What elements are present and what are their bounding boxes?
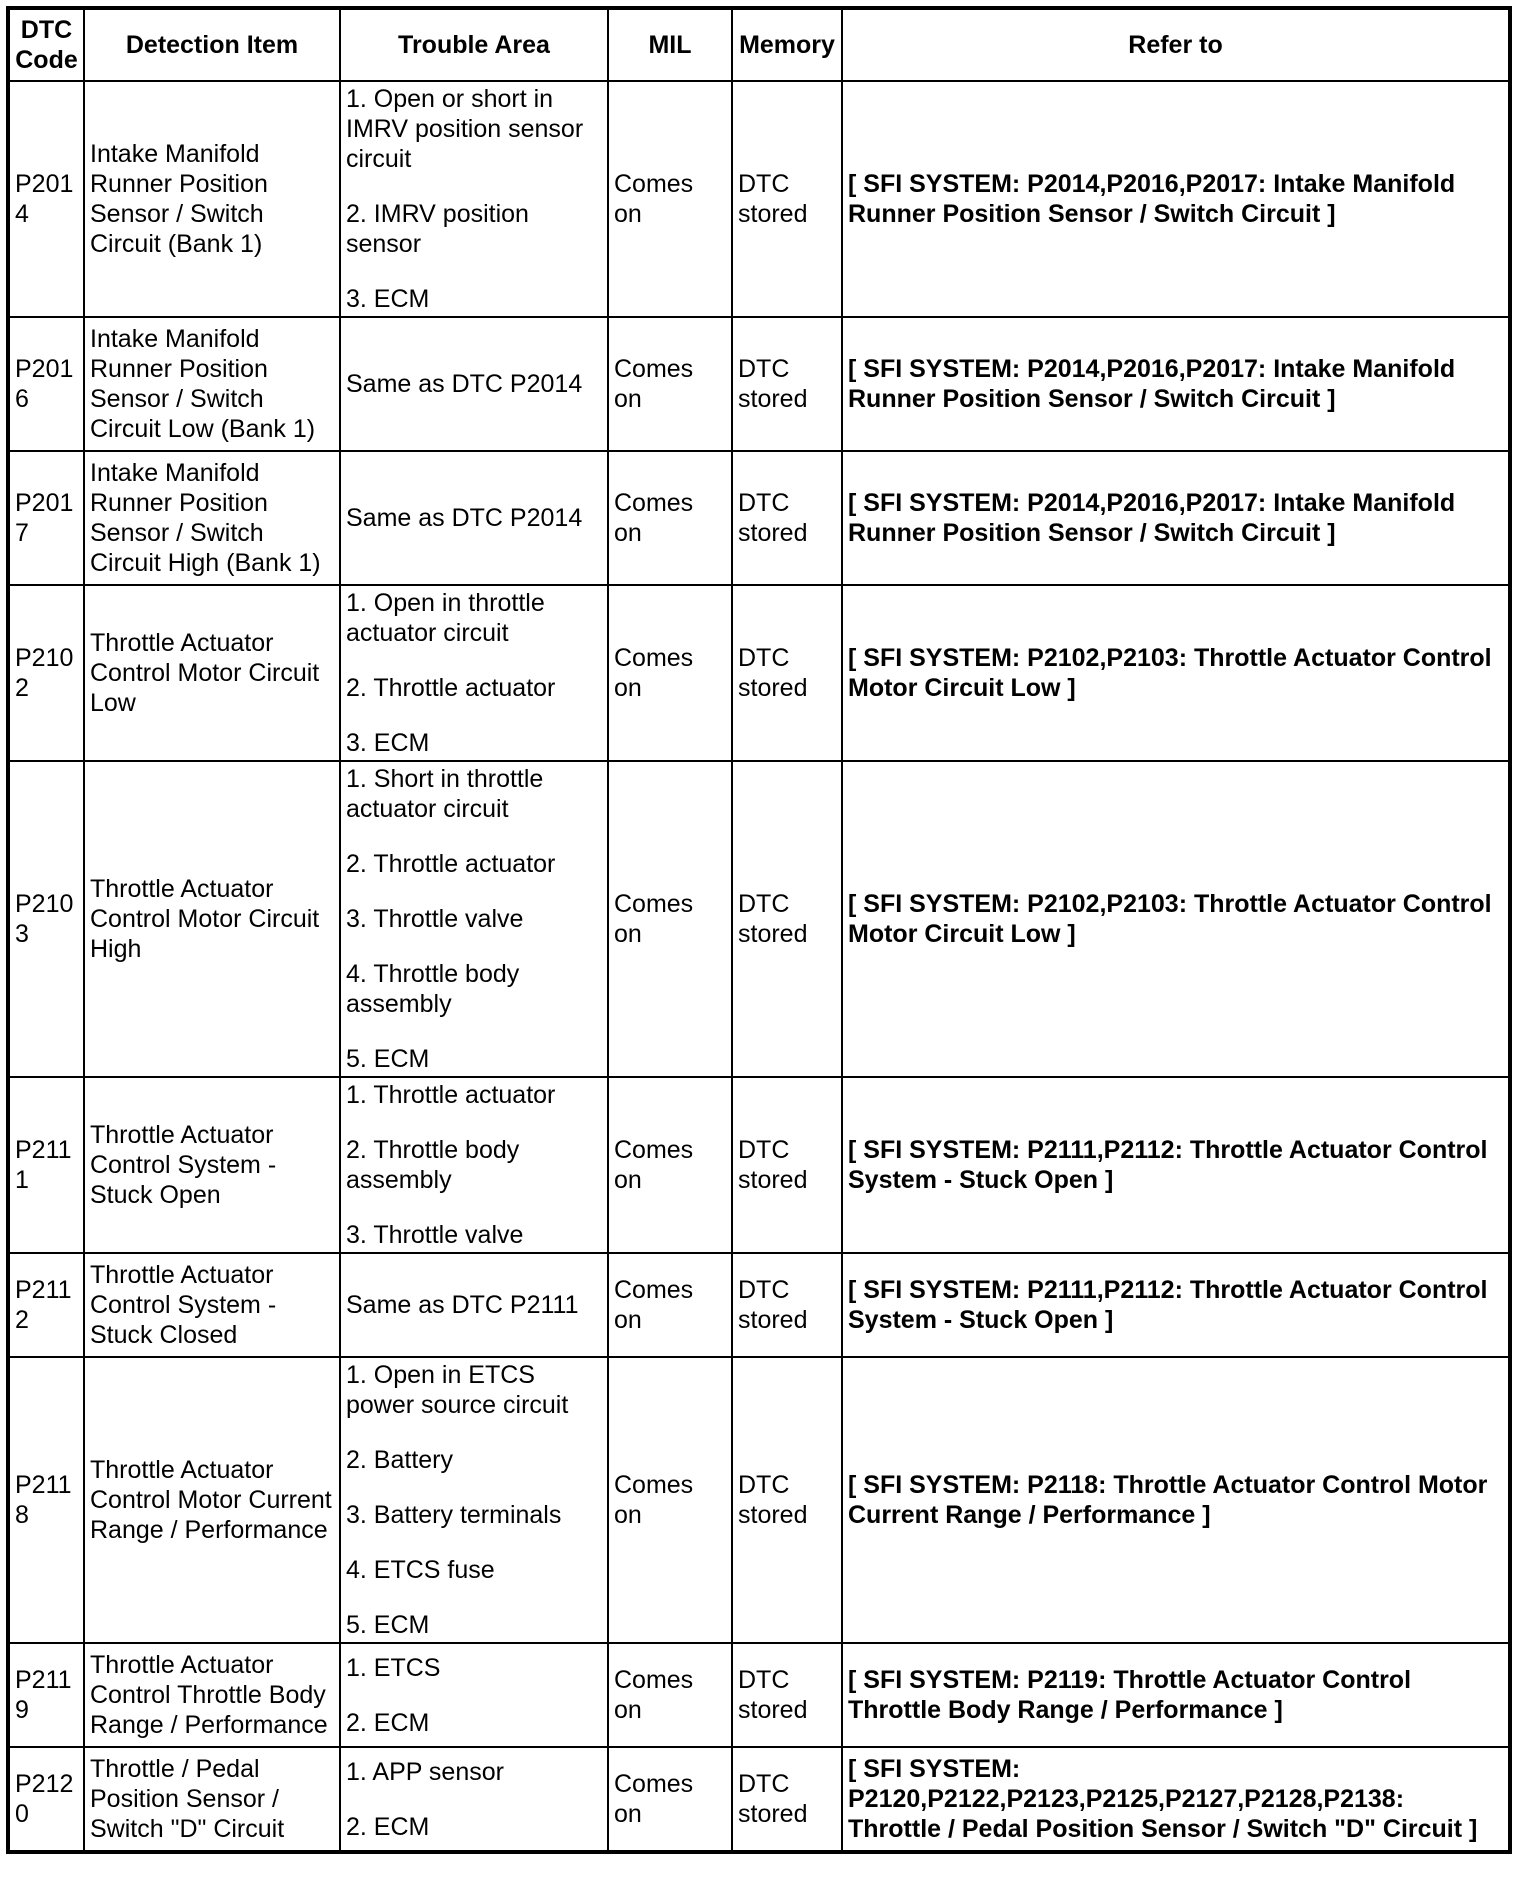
- mil-cell: Comes on: [608, 1357, 732, 1643]
- detection-item-cell: Throttle Actuator Control Motor Circuit High: [84, 761, 340, 1077]
- header-memory: Memory: [732, 8, 842, 81]
- refer-to-cell: [ SFI SYSTEM: P2120,P2122,P2123,P2125,P2127,P2128,P2138: Throttle / Pedal Position Sensor / Switch "D" Circuit ]: [842, 1747, 1510, 1852]
- trouble-area-item: 2. Throttle actuator: [346, 850, 556, 878]
- trouble-area-item: 3. ECM: [346, 729, 430, 757]
- header-mil: MIL: [608, 8, 732, 81]
- trouble-area-item: 2. ECM: [346, 1812, 430, 1841]
- trouble-area-item: 1. Open in ETCS power source circuit: [346, 1361, 569, 1419]
- trouble-area-item: 2. IMRV position sensor: [346, 200, 529, 258]
- trouble-area-cell: [340, 1253, 608, 1357]
- refer-to-cell: [ SFI SYSTEM: P2102,P2103: Throttle Actuator Control Motor Circuit Low ]: [842, 585, 1510, 761]
- trouble-area-cell: [340, 1747, 608, 1852]
- header-refer-to: Refer to: [842, 8, 1510, 81]
- trouble-area-item: 4. ETCS fuse: [346, 1556, 495, 1584]
- memory-cell: DTC stored: [732, 81, 842, 317]
- table-row: [8, 1077, 1510, 1253]
- detection-item-cell: Intake Manifold Runner Position Sensor / Switch Circuit (Bank 1): [84, 81, 340, 317]
- detection-item-cell: Throttle Actuator Control System - Stuck Open: [84, 1077, 340, 1253]
- refer-to-cell: [ SFI SYSTEM: P2118: Throttle Actuator Control Motor Current Range / Performance ]: [842, 1357, 1510, 1643]
- trouble-area-item: Same as DTC P2014: [346, 504, 583, 532]
- trouble-area-item: 4. Throttle body assembly: [346, 960, 520, 1018]
- memory-cell: DTC stored: [732, 1747, 842, 1852]
- trouble-area-item: Same as DTC P2014: [346, 370, 583, 398]
- mil-cell: Comes on: [608, 1643, 732, 1747]
- mil-cell: Comes on: [608, 81, 732, 317]
- refer-to-cell: [ SFI SYSTEM: P2014,P2016,P2017: Intake Manifold Runner Position Sensor / Switch Circuit ]: [842, 81, 1510, 317]
- dtc-table: [6, 6, 1512, 1854]
- trouble-area-item: 3. ECM: [346, 285, 430, 313]
- trouble-area-cell: [340, 81, 608, 317]
- trouble-area-cell: [340, 761, 608, 1077]
- refer-to-cell: [ SFI SYSTEM: P2102,P2103: Throttle Actuator Control Motor Circuit Low ]: [842, 761, 1510, 1077]
- trouble-area-item: Same as DTC P2111: [346, 1291, 579, 1319]
- trouble-area-cell: [340, 585, 608, 761]
- table-header: [8, 8, 1510, 81]
- trouble-area-item: 2. ECM: [346, 1708, 430, 1737]
- mil-cell: Comes on: [608, 317, 732, 451]
- dtc-code-cell: P2112: [8, 1253, 84, 1357]
- detection-item-cell: Throttle Actuator Control System - Stuck Closed: [84, 1253, 340, 1357]
- dtc-table-container: [6, 6, 1512, 1854]
- trouble-area-item: 2. Throttle actuator: [346, 674, 556, 702]
- memory-cell: DTC stored: [732, 761, 842, 1077]
- mil-cell: Comes on: [608, 585, 732, 761]
- mil-cell: Comes on: [608, 1077, 732, 1253]
- trouble-area-item: 2. Throttle body assembly: [346, 1136, 520, 1194]
- table-row: [8, 1747, 1510, 1852]
- memory-cell: DTC stored: [732, 585, 842, 761]
- header-detection-item: Detection Item: [84, 8, 340, 81]
- refer-to-cell: [ SFI SYSTEM: P2014,P2016,P2017: Intake Manifold Runner Position Sensor / Switch Circuit ]: [842, 317, 1510, 451]
- trouble-area-item: 1. Short in throttle actuator circuit: [346, 765, 544, 823]
- header-trouble-area: Trouble Area: [340, 8, 608, 81]
- detection-item-cell: Intake Manifold Runner Position Sensor / Switch Circuit Low (Bank 1): [84, 317, 340, 451]
- trouble-area-item: 3. Battery terminals: [346, 1501, 562, 1529]
- trouble-area-item: 3. Throttle valve: [346, 905, 524, 933]
- trouble-area-item: 1. Throttle actuator: [346, 1081, 556, 1109]
- dtc-code-cell: P2111: [8, 1077, 84, 1253]
- dtc-code-cell: P2119: [8, 1643, 84, 1747]
- table-row: [8, 1643, 1510, 1747]
- trouble-area-item: 1. Open in throttle actuator circuit: [346, 589, 545, 647]
- detection-item-cell: Throttle Actuator Control Motor Current Range / Performance: [84, 1357, 340, 1643]
- mil-cell: Comes on: [608, 761, 732, 1077]
- detection-item-cell: Intake Manifold Runner Position Sensor / Switch Circuit High (Bank 1): [84, 451, 340, 585]
- trouble-area-cell: [340, 1643, 608, 1747]
- header-row: [8, 8, 1510, 81]
- refer-to-cell: [ SFI SYSTEM: P2119: Throttle Actuator Control Throttle Body Range / Performance ]: [842, 1643, 1510, 1747]
- trouble-area-item: 1. Open or short in IMRV position sensor circuit: [346, 85, 584, 173]
- trouble-area-cell: [340, 317, 608, 451]
- memory-cell: DTC stored: [732, 1253, 842, 1357]
- table-row: [8, 81, 1510, 317]
- dtc-code-cell: P2118: [8, 1357, 84, 1643]
- table-row: [8, 1253, 1510, 1357]
- table-row: [8, 585, 1510, 761]
- dtc-code-cell: P2102: [8, 585, 84, 761]
- trouble-area-item: 1. ETCS: [346, 1653, 441, 1682]
- trouble-area-cell: [340, 451, 608, 585]
- dtc-code-cell: P2017: [8, 451, 84, 585]
- dtc-code-cell: P2014: [8, 81, 84, 317]
- mil-cell: Comes on: [608, 1747, 732, 1852]
- dtc-code-cell: P2120: [8, 1747, 84, 1852]
- trouble-area-item: 5. ECM: [346, 1045, 430, 1073]
- mil-cell: Comes on: [608, 1253, 732, 1357]
- memory-cell: DTC stored: [732, 317, 842, 451]
- trouble-area-item: 3. Throttle valve: [346, 1221, 524, 1249]
- table-row: [8, 761, 1510, 1077]
- trouble-area-item: 1. APP sensor: [346, 1757, 504, 1786]
- dtc-code-cell: P2103: [8, 761, 84, 1077]
- dtc-code-cell: P2016: [8, 317, 84, 451]
- memory-cell: DTC stored: [732, 1357, 842, 1643]
- header-dtc-code: DTC Code: [8, 8, 84, 81]
- mil-cell: Comes on: [608, 451, 732, 585]
- trouble-area-item: 5. ECM: [346, 1611, 430, 1639]
- memory-cell: DTC stored: [732, 1643, 842, 1747]
- table-body: [8, 81, 1510, 1852]
- detection-item-cell: Throttle Actuator Control Motor Circuit Low: [84, 585, 340, 761]
- memory-cell: DTC stored: [732, 451, 842, 585]
- refer-to-cell: [ SFI SYSTEM: P2111,P2112: Throttle Actuator Control System - Stuck Open ]: [842, 1077, 1510, 1253]
- table-row: [8, 317, 1510, 451]
- trouble-area-cell: [340, 1077, 608, 1253]
- trouble-area-cell: [340, 1357, 608, 1643]
- table-row: [8, 1357, 1510, 1643]
- detection-item-cell: Throttle / Pedal Position Sensor / Switch "D" Circuit: [84, 1747, 340, 1852]
- trouble-area-item: 2. Battery: [346, 1446, 453, 1474]
- detection-item-cell: Throttle Actuator Control Throttle Body Range / Performance: [84, 1643, 340, 1747]
- refer-to-cell: [ SFI SYSTEM: P2111,P2112: Throttle Actuator Control System - Stuck Open ]: [842, 1253, 1510, 1357]
- refer-to-cell: [ SFI SYSTEM: P2014,P2016,P2017: Intake Manifold Runner Position Sensor / Switch Circuit ]: [842, 451, 1510, 585]
- table-row: [8, 451, 1510, 585]
- memory-cell: DTC stored: [732, 1077, 842, 1253]
